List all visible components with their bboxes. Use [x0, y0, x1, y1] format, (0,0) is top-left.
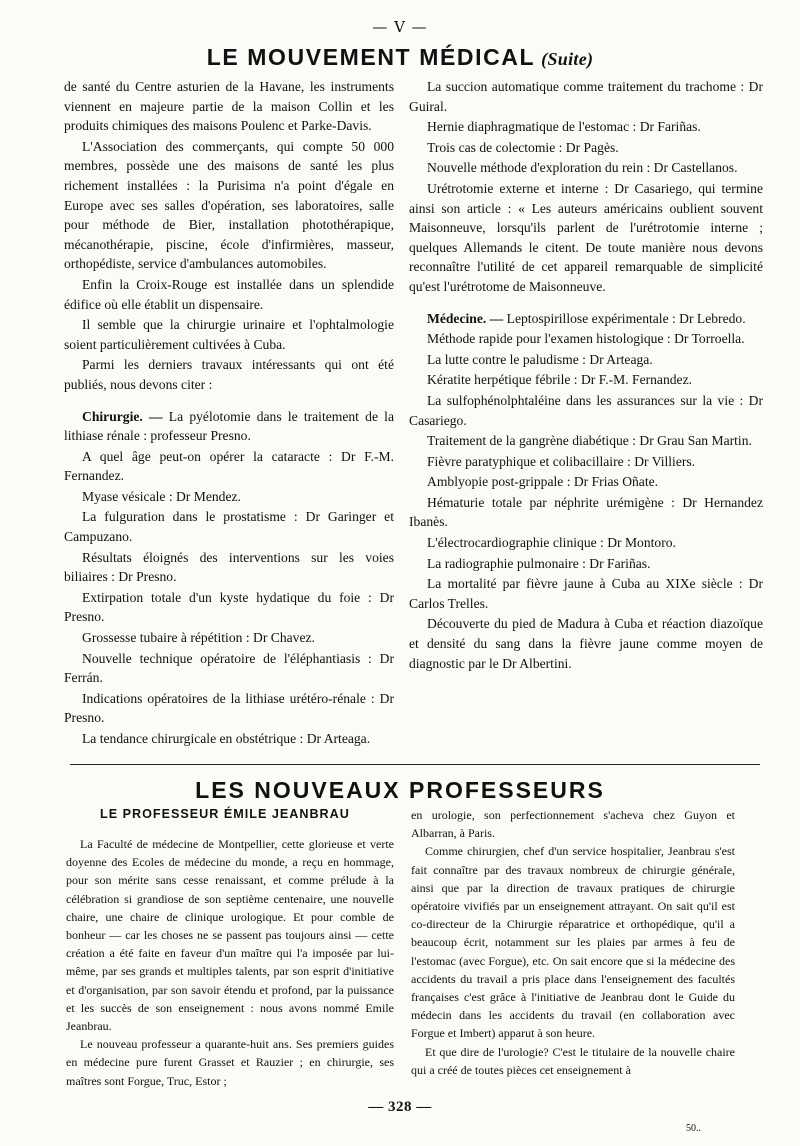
paragraph: L'Association des commerçants, qui compte 50 000 membres, possède une des maisons de santé les plus richement installées : la Purisima n'a point d'égale en Europe avec ses salles d'opération, ses laboratoires, salle pour méthode de Bier, installation photothérapique, mécanothérapie, piscine, école d'infirmières, masseur, orthopédiste, service d'ambulances automobiles. — [64, 138, 394, 272]
list-item: La succion automatique comme traitement du trachome : Dr Guiral. — [409, 79, 763, 114]
list-item: A quel âge peut-on opérer la cataracte : Dr F.-M. Fernandez. — [64, 448, 394, 484]
list-item: Médecine. — Leptospirillose expérimentale : Dr Lebredo. — [427, 310, 746, 326]
list-item: Fièvre paratyphique et colibacillaire : Dr Villiers. — [427, 453, 696, 469]
paragraph: Parmi les derniers travaux intéressants qui ont été publiés, nous devons citer : — [64, 357, 394, 392]
paragraph: Et que dire de l'urologie? C'est le titulaire de la nouvelle chaire qui a créé de toutes pièces cet enseignement à — [411, 1044, 735, 1077]
article2-right-column — [411, 806, 735, 1079]
list-item: La radiographie pulmonaire : Dr Fariñas. — [427, 555, 651, 571]
corner-mark: 50.. — [686, 1123, 701, 1134]
list-item: Hématurie totale par néphrite urémigène : Dr Hernandez Ibanès. — [409, 494, 763, 530]
list-item: La fulguration dans le prostatisme : Dr Garinger et Campuzano. — [64, 509, 394, 545]
list-item: Kératite herpétique fébrile : Dr F.-M. Fernandez. — [427, 372, 693, 388]
list-item: Grossesse tubaire à répétition : Dr Chavez. — [82, 630, 315, 646]
paragraph: en urologie, son perfectionnement s'acheva chez Guyon et Albarran, à Paris. — [411, 808, 735, 841]
list-item: Résultats éloignés des interventions sur les voies biliaires : Dr Presno. — [64, 549, 394, 585]
list-item: La mortalité par fièvre jaune à Cuba au XIXe siècle : Dr Carlos Trelles. — [409, 576, 763, 611]
section-title-text: LE MOUVEMENT MÉDICAL — [206, 44, 536, 70]
paragraph: La Faculté de médecine de Montpellier, cette glorieuse et verte doyenne des Ecoles de médecine du monde, a reçu en hommage, pour son mérite sans cesse renaissant, et comme prélude à la célébration si grandiose de son septième centenaire, une nouvelle chaire, une chaire de clinique urologique. Et pour comble de bonheur — car les choses ne se passent pas toujours ainsi — cette création a été faite en faveur d'un maître qui l'a imposée par lui-même, par ses grands et multiples talents, par son esprit d'initiative et d'organisation, par son savoir étendu et profond, par la puissance et les succès de son enseignement : nous avons nommé Emile Jeanbrau. — [66, 837, 394, 1034]
chirurgie-heading: Chirurgie. — — [82, 408, 163, 424]
section-divider — [70, 764, 760, 765]
paragraph: Le nouveau professeur a quarante-huit ans. Ses premiers guides en médecine pure furent Grasset et Rauzier ; en chirurgie, ses maîtres sont Forgue, Truc, Estor ; — [66, 1037, 394, 1088]
paragraph: de santé du Centre asturien de la Havane, les instruments viennent en majeure partie de la maison Collin et les produits chimiques des maisons Poulenc et Parke-Davis. — [64, 79, 394, 134]
list-item: Chirurgie. — La pyélotomie dans le traitement de la lithiase rénale : professeur Presno. — [64, 408, 394, 444]
list-item: Extirpation totale d'un kyste hydatique du foie : Dr Presno. — [64, 589, 394, 625]
page-number: — 328 — — [368, 1099, 432, 1115]
article2-left-column — [66, 835, 394, 1090]
list-item: Hernie diaphragmatique de l'estomac : Dr Fariñas. — [427, 119, 701, 135]
list-item: La sulfophénolphtaléine dans les assurances sur la vie : Dr Casariego. — [409, 392, 763, 428]
section-title-suffix: (Suite) — [541, 49, 594, 69]
list-item: La lutte contre le paludisme : Dr Arteaga. — [427, 351, 653, 367]
list-item: Nouvelle technique opératoire de l'éléphantiasis : Dr Ferrán. — [64, 650, 394, 686]
article2-subtitle: LE PROFESSEUR ÉMILE JEANBRAU — [100, 807, 350, 821]
roman-page-marker: — V — — [372, 18, 428, 36]
list-item: L'électrocardiographie clinique : Dr Montoro. — [427, 535, 676, 551]
list-item: Traitement de la gangrène diabétique : Dr Grau San Martin. — [427, 433, 752, 449]
list-item: Trois cas de colectomie : Dr Pagès. — [427, 139, 619, 155]
article1-left-column — [64, 77, 394, 750]
list-item: Découverte du pied de Madura à Cuba et réaction diazoïque et densité du sang dans la fièvre jaune comme moyen de diagnostic par le Dr Albertini. — [409, 616, 763, 671]
list-item: Amblyopie post-grippale : Dr Frias Oñate. — [427, 474, 659, 490]
section-title — [0, 44, 800, 71]
list-item: Urétrotomie externe et interne : Dr Casariego, qui termine ainsi son article : « Les auteurs américains oublient souvent Maisonneuve, lorsqu'ils parlent de l'urétrotomie interne ; quelques Allemands le citent. De toute manière nous devons reconnaître l'utilité de cet appareil remarquable de simplicité qu'est l'urétrotome de Maisonneuve. — [409, 180, 763, 294]
list-item: Myase vésicale : Dr Mendez. — [82, 488, 241, 504]
article2-title: LES NOUVEAUX PROFESSEURS — [195, 777, 605, 803]
paragraph: Enfin la Croix-Rouge est installée dans un splendide édifice où elle établit un dispensaire. — [64, 276, 394, 312]
paragraph: Comme chirurgien, chef d'un service hospitalier, Jeanbrau s'est fait connaître par des travaux nombreux de chirurgie générale, ainsi que par la direction de travaux pratiques de chirurgie opératoire vivifiés par un enseignement attrayant. On sait qu'il est co-directeur de la Chirurgie réparatrice et orthopédique, qu'il a beaucoup écrit, notamment sur les plaies par armes à feu de l'estomac (avec Forgue), etc. On sait encore que si la médecine des accidents du travail a pris place dans l'enseignement des facultés françaises c'est grâce à l'initiative de Jeanbrau dont le Guide du médecin dans les accidents du travail (en collaboration avec Forgue et Imbert) apparut à son heure. — [411, 844, 735, 1041]
list-item: La tendance chirurgicale en obstétrique : Dr Arteaga. — [82, 731, 371, 746]
paragraph: Il semble que la chirurgie urinaire et l'ophtalmologie soient particulièrement cultivées à Cuba. — [64, 317, 394, 352]
list-item: Nouvelle méthode d'exploration du rein : Dr Castellanos. — [427, 160, 738, 176]
list-item: Méthode rapide pour l'examen histologique : Dr Torroella. — [427, 331, 745, 347]
article1-right-column — [409, 77, 763, 674]
list-item: Indications opératoires de la lithiase urétéro-rénale : Dr Presno. — [64, 690, 394, 726]
medecine-heading: Médecine. — — [427, 310, 504, 326]
